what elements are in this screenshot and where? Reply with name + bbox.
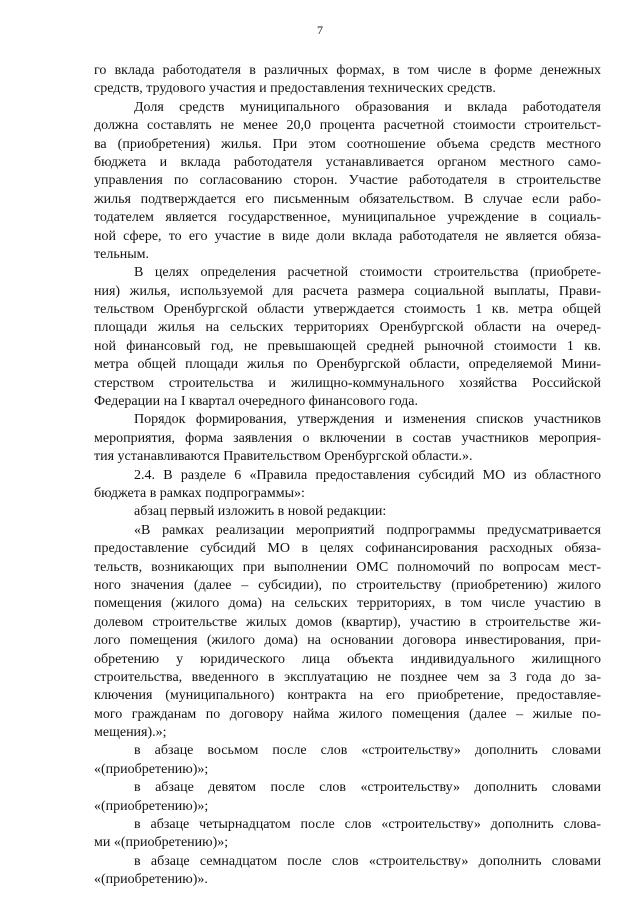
- text-line: В целях определения расчетной стоимости строительства (приобрете-: [134, 265, 601, 281]
- text-line: в абзаце четырнадцатом после слов «строительству» дополнить слова-: [134, 817, 601, 833]
- text-line: бюджета и вклада работодателя устанавливается органом местного само-: [94, 154, 601, 170]
- text-line: долевом строительстве жилых домов (квартир), участию в строительстве жи-: [94, 614, 601, 630]
- text-line: в абзаце восьмом после слов «строительству» дополнить словами: [134, 743, 601, 759]
- document-body: [94, 62, 601, 890]
- text-line: стерством строительства и жилищно-коммунального хозяйства Российской: [94, 375, 601, 391]
- text-line: тия устанавливаются Правительством Оренбургской области.».: [94, 449, 473, 465]
- text-line: абзац первый изложить в новой редакции:: [134, 504, 387, 520]
- text-line: строительства, введенного в эксплуатацию не позднее чем за 3 года до за-: [94, 669, 601, 685]
- text-line: жилья подтверждается его письменным обязательством. В случае если рабо-: [94, 191, 601, 207]
- text-line: ного значения (далее – субсидии), по строительству (приобретению) жилого: [94, 577, 601, 593]
- text-line: тельств, возникающих при выполнении ОМС полномочий по вопросам мест-: [94, 559, 601, 575]
- text-line: средств, трудового участия и предоставления технических средств.: [94, 81, 496, 97]
- text-line: бюджета в рамках подпрограммы»:: [94, 485, 305, 501]
- text-line: ной сфере, то его участие в виде доли вклада работодателя не является обяза-: [94, 228, 601, 244]
- text-line: площади жилья на сельских территориях Оренбургской области на очеред-: [94, 320, 601, 336]
- text-line: «(приобретению)».: [94, 872, 208, 888]
- text-line: обретению у юридического лица объекта индивидуального жилищного: [94, 651, 601, 667]
- text-line: помещения (жилого дома) на сельских территориях, в том числе участию в: [94, 596, 601, 612]
- text-line: управления по согласованию сторон. Участие работодателя в строительстве: [94, 173, 601, 189]
- text-line: «(приобретению)»;: [94, 798, 209, 814]
- text-line: ключения (муниципального) контракта на его приобретение, предоставляе-: [94, 688, 601, 704]
- text-line: метра общей площади жилья по Оренбургской области, определяемой Мини-: [94, 357, 601, 373]
- text-line: тодателем является государственное, муниципальное учреждение в социаль-: [94, 210, 601, 226]
- text-line: мероприятия, форма заявления о включении в состав участников мероприя-: [94, 430, 601, 446]
- text-line: ной финансовый год, не превышающей средней рыночной стоимости 1 кв.: [94, 338, 601, 354]
- text-line: в абзаце девятом после слов «строительству» дополнить словами: [134, 780, 601, 796]
- text-line: тельством Оренбургской области утверждается стоимость 1 кв. метра общей: [94, 302, 601, 318]
- text-line: го вклада работодателя в различных формах, в том числе в форме денежных: [94, 63, 601, 78]
- text-line: лого помещения (жилого дома) на основании договора инвестирования, при-: [94, 633, 601, 649]
- text-line: «(приобретению)»;: [94, 761, 209, 777]
- text-line: ва (приобретения) жилья. При этом соотношение объема средств местного: [94, 136, 601, 152]
- text-line: ми «(приобретению)»;: [94, 835, 229, 851]
- text-line: «В рамках реализации мероприятий подпрограммы предусматривается: [134, 522, 601, 538]
- text-line: Федерации на I квартал очередного финансового года.: [94, 394, 418, 410]
- text-line: мещения).»;: [94, 725, 167, 741]
- text-line: Доля средств муниципального образования и вклада работодателя: [134, 99, 601, 115]
- text-line: должна составлять не менее 20,0 процента расчетной стоимости строительст-: [94, 118, 601, 134]
- text-line: ния) жилья, используемой для расчета размера социальной выплаты, Прави-: [94, 283, 601, 299]
- page-number: 7: [317, 23, 323, 37]
- text-line: Порядок формирования, утверждения и изменения списков участников: [134, 412, 601, 428]
- text-line: предоставление субсидий МО в целях софинансирования расходных обяза-: [94, 541, 601, 557]
- text-line: тельным.: [94, 246, 149, 262]
- text-line: мого гражданам по договору найма жилого помещения (далее – жилые по-: [94, 706, 601, 722]
- text-line: в абзаце семнадцатом после слов «строительству» дополнить словами: [134, 853, 601, 869]
- text-line: 2.4. В разделе 6 «Правила предоставления субсидий МО из областного: [134, 467, 601, 483]
